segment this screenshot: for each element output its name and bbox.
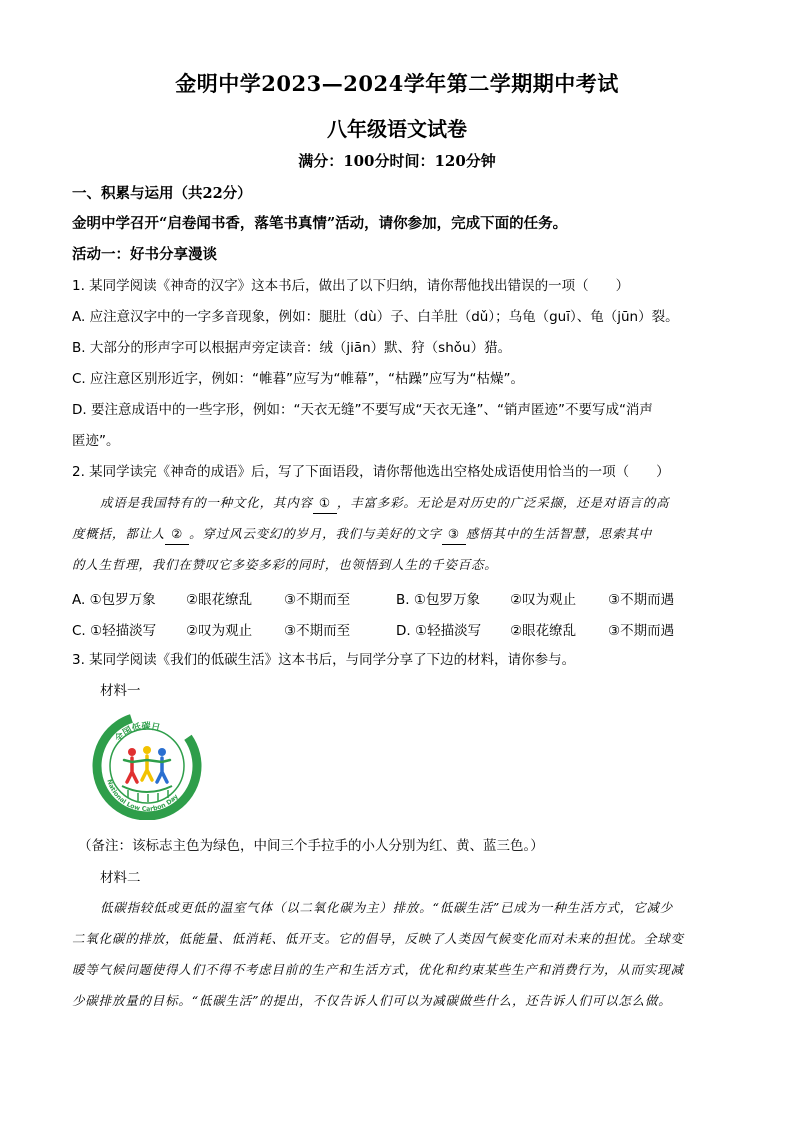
q2-option-d-2: ②眼花缭乱 [510,623,577,639]
q2-option-b-2: ②叹为观止 [510,592,577,608]
logo-note: （备注：该标志主色为绿色，中间三个手拉手的小人分别为红、黄、蓝三色。） [78,838,544,854]
q2-passage-line1: 成语是我国特有的一种文化，其内容 ① ，丰富多彩。无论是对历史的广泛采撷，还是对语言的高 [100,493,752,514]
q1-option-a: A. 应注意汉字中的一字多音现象，例如：腿肚（dù）子、白羊肚（dǔ）；乌龟（guī）、龟（jūn）裂。 [72,309,679,325]
q1-option-c: C. 应注意区别形近字，例如：“帷暮”应写为“帷幕”，“枯躁”应写为“枯燥”。 [72,371,524,387]
q2-option-a-2: ②眼花缭乱 [186,592,253,608]
material-1-label: 材料一 [100,683,141,699]
q2-passage-line3: 的人生哲理，我们在赞叹它多姿多彩的同时，也领悟到人生的千姿百态。 [72,557,498,572]
blank-3: ③ [442,524,466,545]
q2-option-c-3: ③不期而至 [284,623,351,639]
q2-stem: 2. 某同学读完《神奇的成语》后，写了下面语段，请你帮他选出空格处成语使用恰当的一项（ ） [72,464,670,480]
material-2-line3: 暖等气候问题使得人们不得不考虑目前的生产和生活方式，优化和约束某些生产和消费行为，从而实现减 [72,962,684,977]
q2-option-b: B. ①包罗万象 [396,592,480,608]
material-2-line2: 二氧化碳的排放，低能量、低消耗、低开支。它的倡导，反映了人类因气候变化而对未来的担忧。全球变 [72,931,684,946]
exam-title: 金明中学2023—2024学年第二学期期中考试 [175,71,619,96]
material-2-line1: 低碳指较低或更低的温室气体（以二氧化碳为主）排放。“低碳生活”已成为一种生活方式，它减少 [100,900,673,915]
q1-option-d: D. 要注意成语中的一些字形，例如：“天衣无缝”不要写成“天衣无逢”、“销声匿迹”不要写成“消声 [72,402,653,418]
q1-option-d-cont: 匿迹”。 [72,433,120,449]
q1-stem: 1. 某同学阅读《神奇的汉字》这本书后，做出了以下归纳，请你帮他找出错误的一项（ ） [72,278,630,294]
q2-option-a-3: ③不期而至 [284,592,351,608]
q2-option-c: C. ①轻描淡写 [72,623,157,639]
exam-subtitle: 八年级语文试卷 [327,117,467,141]
q2-option-b-3: ③不期而遇 [608,592,675,608]
q2-option-c-2: ②叹为观止 [186,623,253,639]
q2-passage-line2: 度概括，都让人 ② 。穿过风云变幻的岁月，我们与美好的文字 ③ 感悟其中的生活智慧，思索其中 [72,524,724,545]
blank-1: ① [313,493,337,514]
activity-heading: 活动一：好书分享漫谈 [72,246,217,263]
q3-stem: 3. 某同学阅读《我们的低碳生活》这本书后，与同学分享了下边的材料，请你参与。 [72,652,576,668]
q1-option-b: B. 大部分的形声字可以根据声旁定读音：绒（jiān）默、狩（shǒu）猎。 [72,340,512,356]
section-intro: 金明中学召开“启卷闻书香，落笔书真情”活动，请你参加，完成下面的任务。 [72,215,568,232]
exam-meta: 满分：100分时间：120分钟 [298,152,496,170]
material-2-label: 材料二 [100,870,141,886]
q2-option-d: D. ①轻描淡写 [396,623,482,639]
q2-option-a: A. ①包罗万象 [72,592,156,608]
q2-option-d-3: ③不期而遇 [608,623,675,639]
svg-text:全国低碳日: 全国低碳日 [113,721,161,745]
section-heading: 一、积累与运用（共22分） [72,185,252,202]
blank-2: ② [165,524,189,545]
low-carbon-day-logo [88,712,206,820]
material-2-line4: 少碳排放量的目标。“低碳生活”的提出，不仅告诉人们可以为减碳做些什么，还告诉人们可以怎么做。 [72,993,672,1008]
svg-text:National Low Carbon Day: National Low Carbon Day [105,778,180,814]
